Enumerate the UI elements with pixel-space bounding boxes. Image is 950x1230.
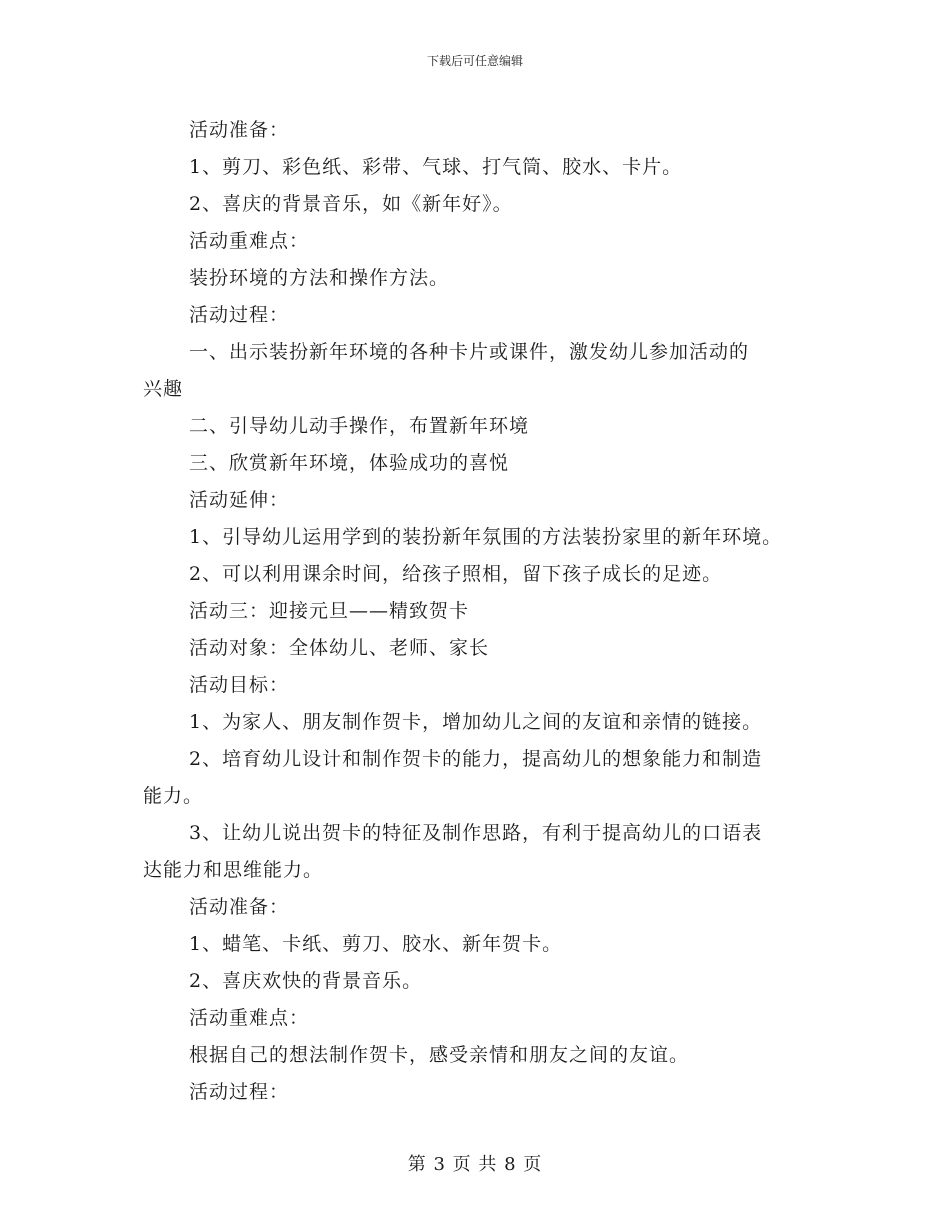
text-line: 1、引导幼儿运用学到的装扮新年氛围的方法装扮家里的新年环境。 (189, 526, 783, 548)
text-line: 活动目标： (189, 674, 290, 696)
text-line: 达能力和思维能力。 (143, 859, 324, 881)
text-line: 活动准备： (189, 119, 290, 141)
text-line: 根据自己的想法制作贺卡，感受亲情和朋友之间的友谊。 (189, 1044, 690, 1066)
text-line: 3、让幼儿说出贺卡的特征及制作思路，有利于提高幼儿的口语表 (189, 822, 763, 844)
text-line: 二、引导幼儿动手操作，布置新年环境 (189, 415, 530, 437)
text-line: 2、培育幼儿设计和制作贺卡的能力，提高幼儿的想象能力和制造 (189, 748, 763, 770)
text-line: 装扮环境的方法和操作方法。 (189, 267, 450, 289)
text-line: 活动对象：全体幼儿、老师、家长 (189, 637, 490, 659)
page-header-note: 下载后可任意编辑 (426, 54, 523, 68)
text-line: 活动准备： (189, 896, 290, 918)
page-footer: 第 3 页 共 8 页 (407, 1154, 543, 1175)
text-line: 活动过程： (189, 304, 290, 326)
text-line: 活动三：迎接元旦——精致贺卡 (189, 600, 470, 622)
text-line: 活动延伸： (189, 489, 290, 511)
text-line: 2、喜庆欢快的背景音乐。 (189, 970, 423, 992)
text-line: 1、蜡笔、卡纸、剪刀、胶水、新年贺卡。 (189, 933, 563, 955)
text-line: 能力。 (143, 785, 204, 807)
text-line: 兴趣 (143, 378, 184, 400)
text-line: 活动重难点： (189, 1007, 310, 1029)
text-line: 1、为家人、朋友制作贺卡，增加幼儿之间的友谊和亲情的链接。 (189, 711, 763, 733)
text-line: 1、剪刀、彩色纸、彩带、气球、打气筒、胶水、卡片。 (189, 156, 683, 178)
document-body (143, 112, 823, 1111)
text-line: 三、欣赏新年环境，体验成功的喜悦 (189, 452, 510, 474)
text-line: 一、出示装扮新年环境的各种卡片或课件，激发幼儿参加活动的 (189, 341, 750, 363)
text-line: 活动重难点： (189, 230, 310, 252)
text-line: 2、可以利用课余时间，给孩子照相，留下孩子成长的足迹。 (189, 563, 723, 585)
text-line: 2、喜庆的背景音乐，如《新年好》。 (189, 193, 513, 215)
text-line: 活动过程： (189, 1081, 290, 1103)
